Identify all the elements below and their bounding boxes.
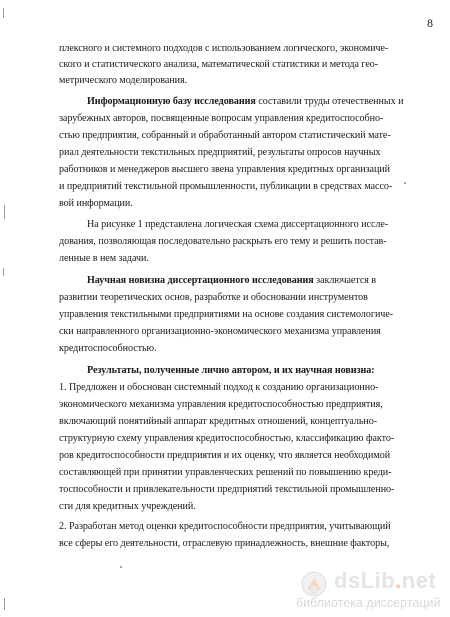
text-line: Информационную базу исследования составили труды отечественных и — [87, 96, 404, 107]
text-line: экономического механизма управления кредитоспособностью предприятия, — [59, 399, 383, 410]
scan-artifact — [4, 598, 5, 610]
text-line: ского и статистического анализа, математической статистики и метода гео- — [59, 59, 379, 70]
text-line: плексного и системного подходов с использованием логического, экономиче- — [59, 43, 389, 54]
section-heading: Результаты, полученные лично автором, и их научная новизна: — [87, 365, 375, 376]
text-line: зарубежных авторов, посвященные вопросам управления кредитоспособно- — [59, 113, 384, 124]
text-line: кредитоспособностью. — [59, 343, 157, 354]
text-line: 2. Разработан метод оценки кредитоспособности предприятия, учитывающий — [59, 521, 391, 532]
text-line: стью предприятия, собранный и обработанный автором статистический мате- — [59, 130, 391, 141]
scan-artifact — [3, 268, 4, 276]
watermark-tagline: библиотека диссертаций — [296, 596, 441, 610]
text-line: ров кредитоспособности предприятия и их оценку, что является необходимой — [59, 450, 391, 461]
text-line: все сферы его деятельности, отраслевую принадлежность, внешние факторы, — [59, 538, 390, 549]
text-line: работников и менеджеров высшего звена управления кредитных организаций — [59, 164, 391, 175]
text-line: сти для кредитных учреждений. — [59, 501, 196, 512]
text-line: 1. Предложен и обоснован системный подход к созданию организационно- — [59, 382, 379, 393]
text-line: метрического моделирования. — [59, 75, 188, 86]
text-line: дования, позволяющая последовательно раскрыть его тему и решить постав- — [59, 236, 387, 247]
text-line: ленные в нем задачи. — [59, 253, 149, 264]
text-line: ски направленного организационно-экономического механизма управления — [59, 326, 381, 337]
scan-artifact — [4, 205, 5, 219]
inline-bold: Научная новизна диссертационного исследования — [87, 275, 314, 286]
text-line: структурную схему управления кредитоспособностью, классификацию факто- — [59, 433, 395, 444]
text-line: развитии теоретических основ, разработке и обосновании инструментов — [59, 292, 368, 303]
text-line: Научная новизна диссертационного исследования заключается в — [87, 275, 377, 286]
text-line: На рисунке 1 представлена логическая схема диссертационного иссле- — [87, 219, 389, 230]
text-line: риал деятельности текстильных предприятий, результаты опросов научных — [59, 147, 381, 158]
scan-artifact — [3, 8, 4, 18]
text-line: составляющей при принятии управленческих решений по повышению креди- — [59, 467, 392, 478]
text-line: и предприятий текстильной промышленности, публикации в средствах массо- — [59, 181, 393, 192]
scan-artifact — [120, 566, 122, 568]
scan-artifact — [404, 182, 406, 184]
text-line: вой информации. — [59, 198, 133, 209]
text-line: включающий понятийный аппарат кредитных отношений, концептуально- — [59, 416, 378, 427]
watermark — [294, 570, 444, 610]
watermark-brand: dsLib.net — [334, 568, 437, 593]
text-line: управления текстильными предприятиями на основе создания системологиче- — [59, 309, 394, 320]
page-number: 8 — [427, 16, 433, 30]
text-line: тоспособности и привлекательности предприятий текстильной промышленно- — [59, 484, 395, 495]
inline-bold: Информационную базу исследования — [87, 96, 256, 107]
